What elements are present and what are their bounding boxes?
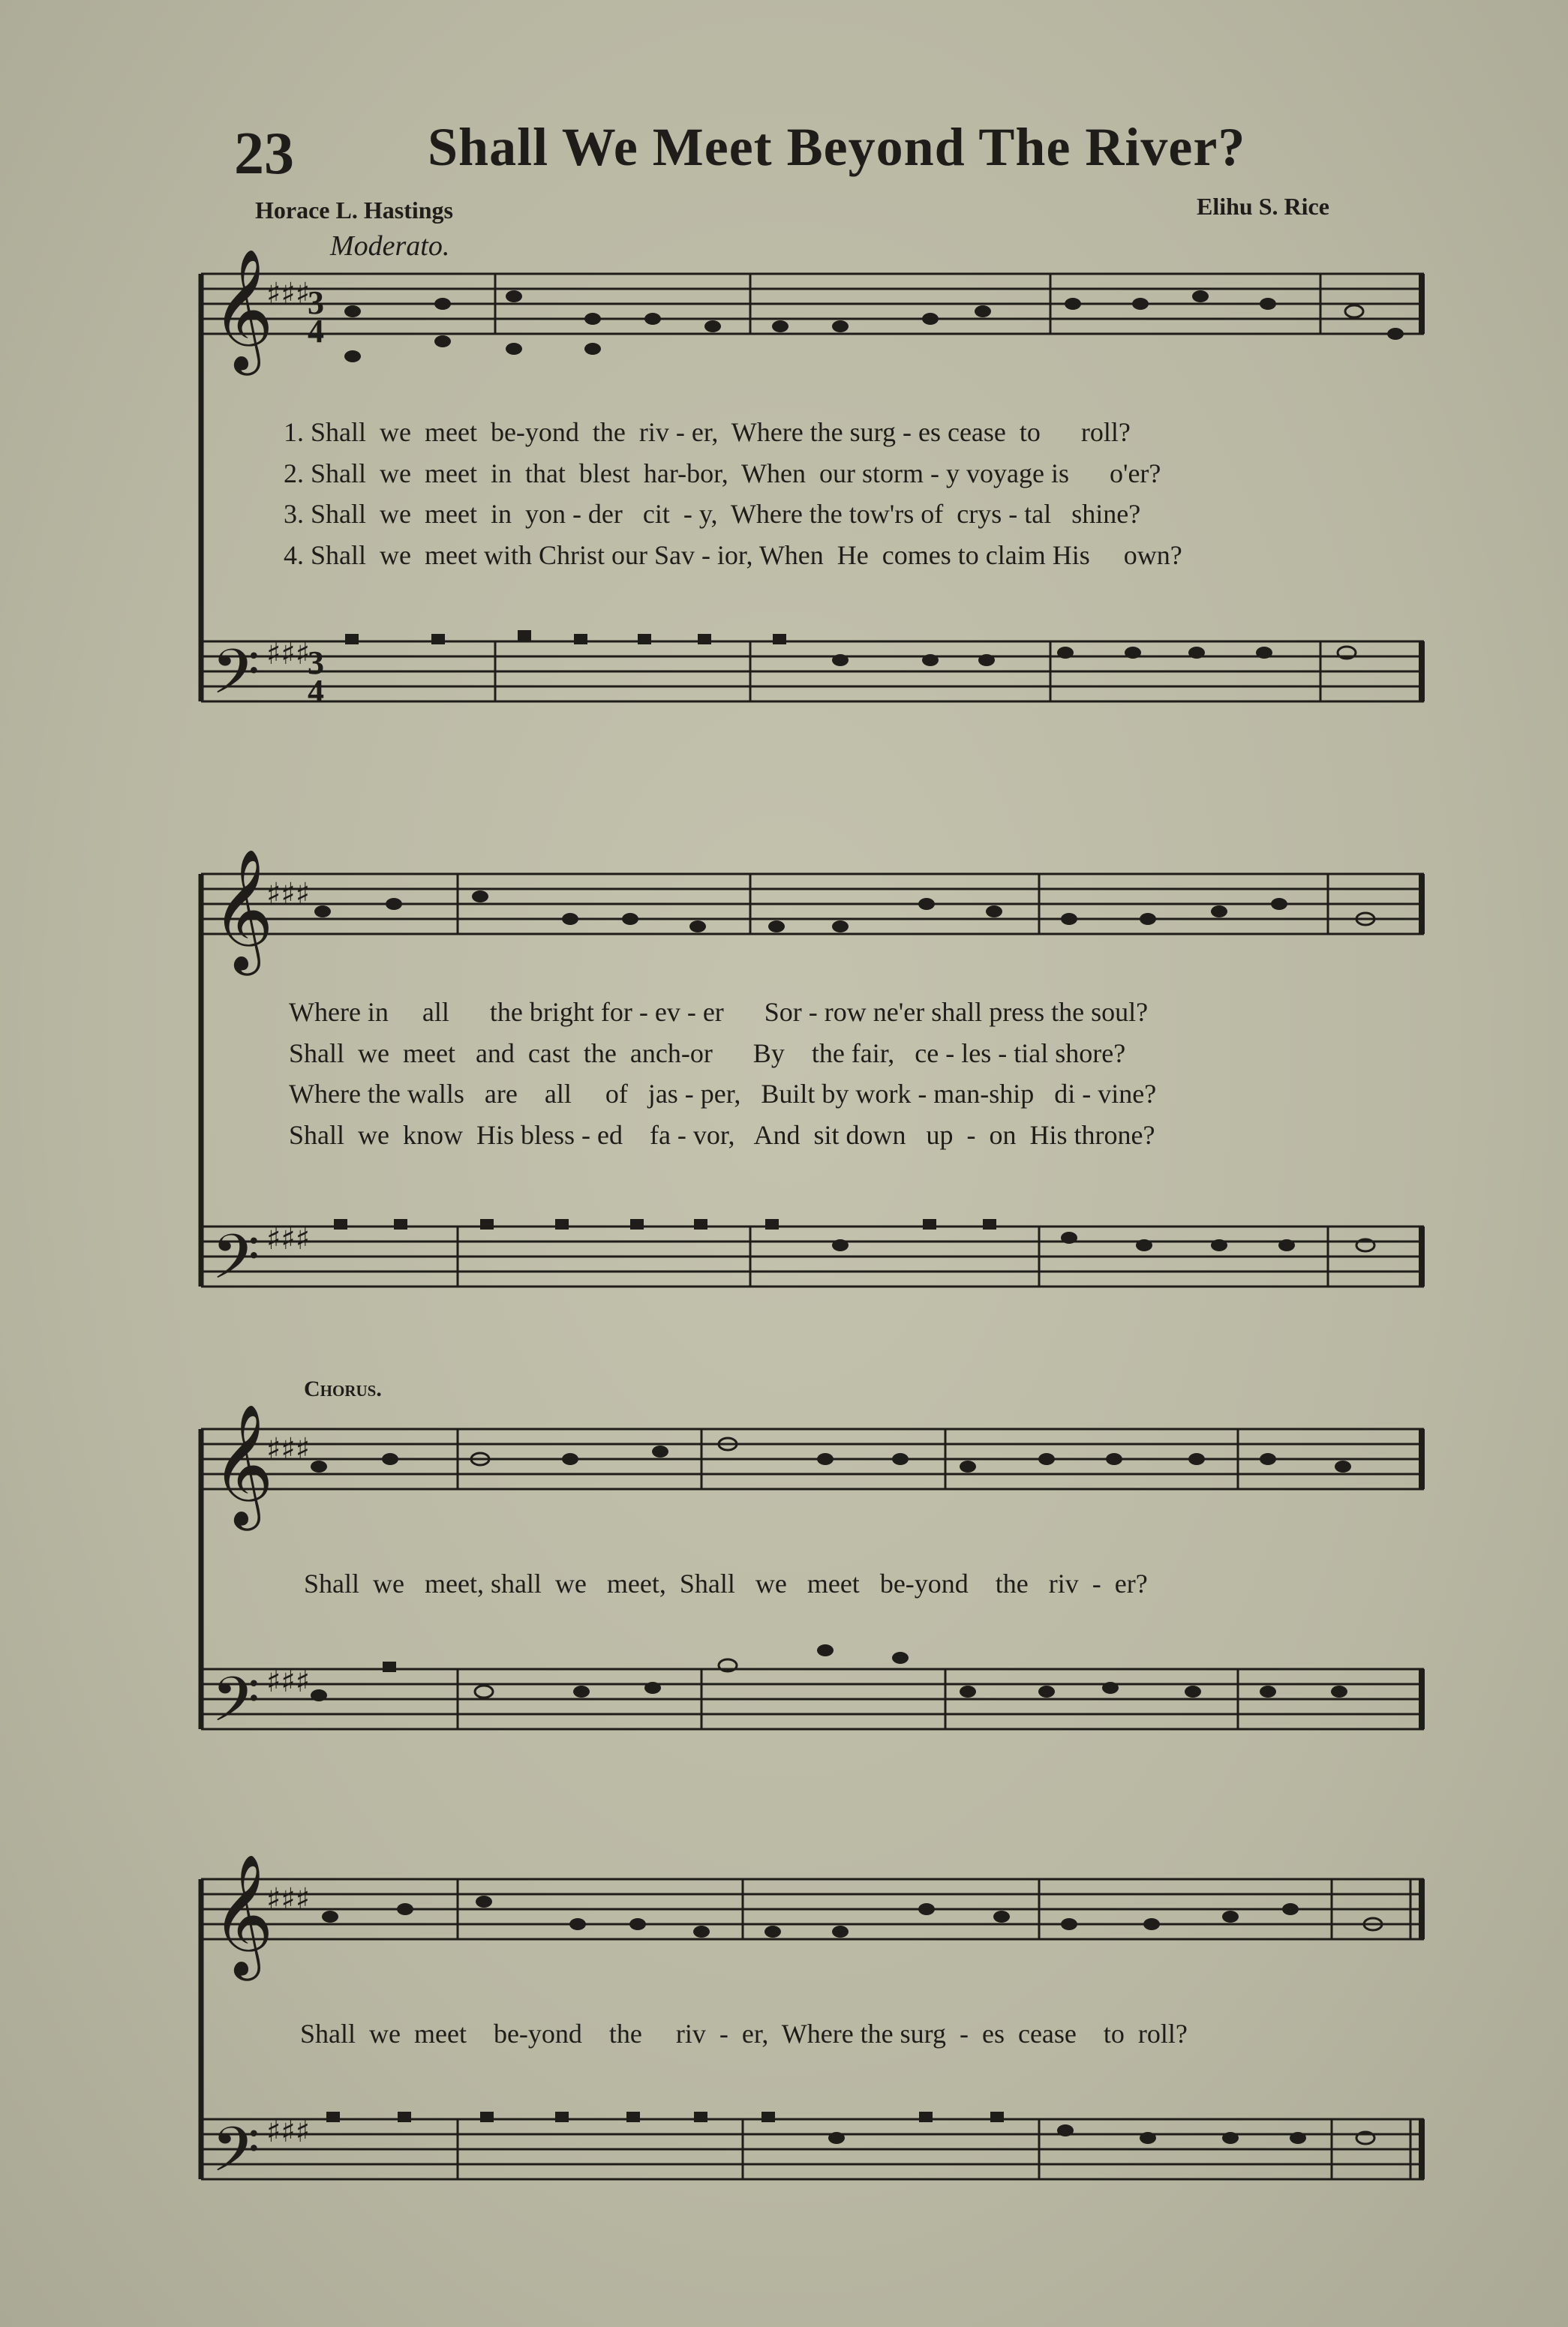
svg-text:𝄞: 𝄞 [212, 248, 274, 371]
svg-text:♯♯♯: ♯♯♯ [266, 1665, 311, 1699]
svg-text:♯♯♯: ♯♯♯ [266, 637, 311, 671]
svg-text:♯♯♯: ♯♯♯ [266, 2115, 311, 2149]
verse-2-line-2: Shall we meet and cast the anch-or By the fair, ce - les - tial shore? [289, 1038, 1126, 1068]
hymn-number: 23 [234, 121, 294, 187]
svg-text:3: 3 [308, 644, 324, 681]
author-credit: Horace L. Hastings [255, 197, 453, 224]
svg-text:3: 3 [308, 284, 324, 321]
svg-text:4: 4 [308, 313, 324, 350]
svg-text:𝄢: 𝄢 [212, 1663, 260, 1751]
svg-text:♯♯♯: ♯♯♯ [266, 1882, 311, 1917]
svg-text:𝄢: 𝄢 [212, 2113, 260, 2201]
chorus-line-2: Shall we meet be-yond the riv - er, Where the surg - es cease to roll? [300, 2019, 1188, 2049]
composer-credit: Elihu S. Rice [1197, 193, 1329, 220]
verse-3-line-1: 3. Shall we meet in yon - der cit - y, Where the tow'rs of crys - tal shine? [284, 499, 1141, 529]
verse-4-line-2: Shall we know His bless - ed fa - vor, And sit down up - on His throne? [289, 1120, 1155, 1150]
svg-text:4: 4 [308, 673, 324, 710]
svg-text:𝄞: 𝄞 [212, 848, 274, 971]
svg-text:𝄞: 𝄞 [212, 1854, 274, 1976]
hymn-title: Shall We Meet Beyond The River? [428, 117, 1246, 177]
svg-text:♯♯♯: ♯♯♯ [266, 877, 311, 911]
svg-text:♯♯♯: ♯♯♯ [266, 1222, 311, 1257]
svg-text:𝄢: 𝄢 [212, 635, 260, 723]
verse-3-line-2: Where the walls are all of jas - per, Built by work - man-ship di - vine? [289, 1079, 1157, 1109]
svg-text:𝄢: 𝄢 [212, 1221, 260, 1308]
svg-text:♯♯♯: ♯♯♯ [266, 277, 311, 311]
verse-1-line-2: Where in all the bright for - ev - er Sor - row ne'er shall press the soul? [289, 997, 1149, 1027]
tempo-marking: Moderato. [330, 230, 450, 262]
svg-text:♯♯♯: ♯♯♯ [266, 1432, 311, 1467]
verse-4-line-1: 4. Shall we meet with Christ our Sav - ior, When He comes to claim His own? [284, 540, 1182, 570]
svg-text:𝄞: 𝄞 [212, 1404, 274, 1526]
verse-1-line-1: 1. Shall we meet be-yond the riv - er, Where the surg - es cease to roll? [284, 417, 1131, 447]
chorus-label: Chorus. [304, 1377, 382, 1401]
chorus-line-1: Shall we meet, shall we meet, Shall we meet be-yond the riv - er? [304, 1569, 1148, 1599]
verse-2-line-1: 2. Shall we meet in that blest har-bor, When our storm - y voyage is o'er? [284, 458, 1161, 488]
